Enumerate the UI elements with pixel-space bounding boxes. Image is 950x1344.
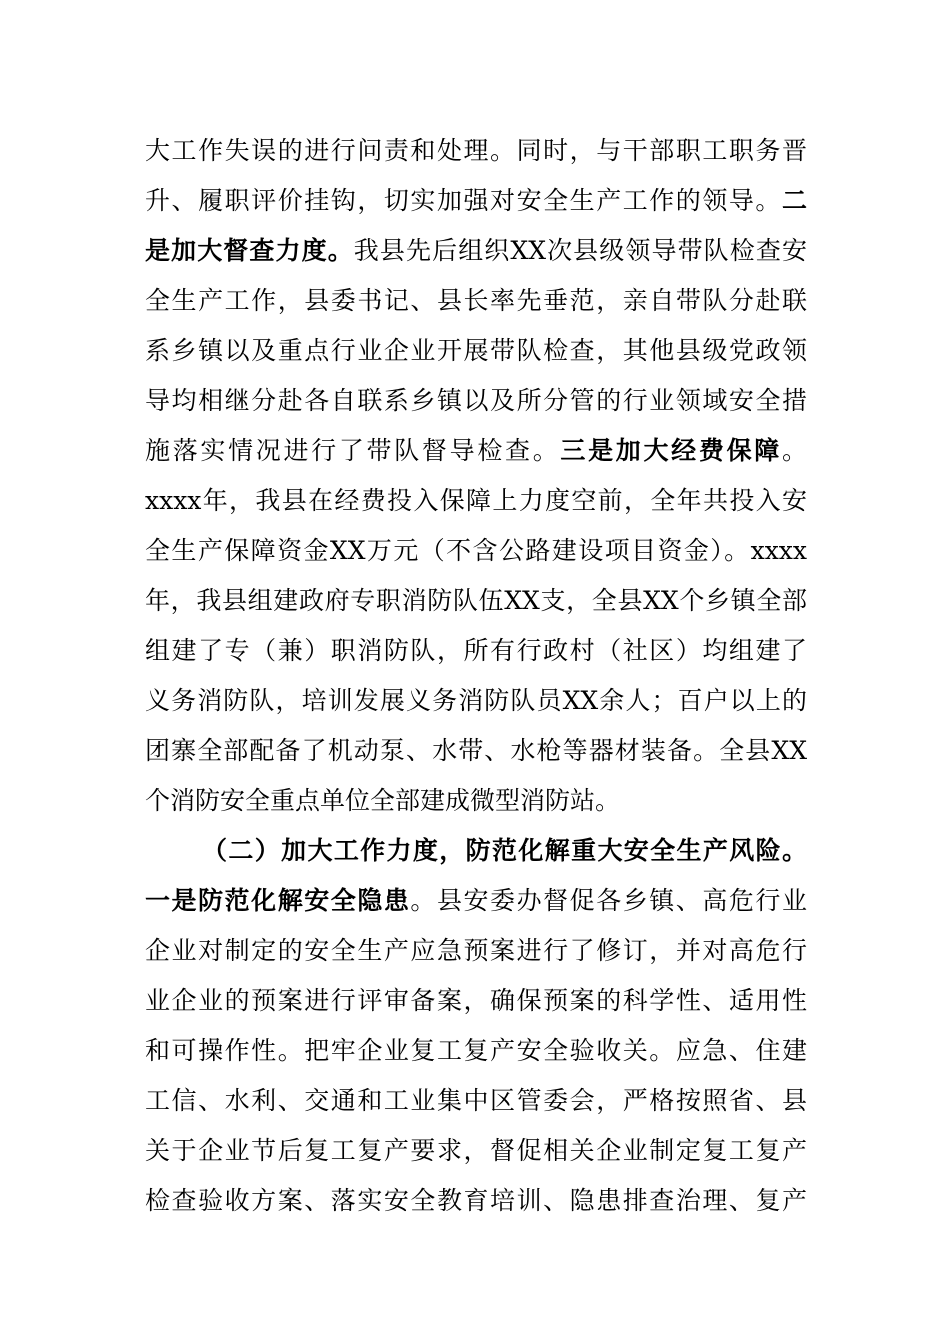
paragraph-line bbox=[145, 1081, 807, 1121]
text-segment: xxxx年，我县在经费投入保障上力度空前，全年共投入安 bbox=[145, 486, 807, 515]
paragraph-line bbox=[145, 381, 807, 421]
paragraph-line bbox=[145, 731, 807, 771]
text-segment: 系乡镇以及重点行业企业开展带队检查，其他县级党政领 bbox=[145, 336, 807, 365]
paragraph-line bbox=[145, 1031, 807, 1071]
text-segment: 大工作失误的进行问责和处理。同时，与干部职工职务晋 bbox=[145, 136, 807, 165]
text-segment: 全生产工作，县委书记、县长率先垂范，亲自带队分赴联 bbox=[145, 286, 807, 315]
bold-text-segment: 一是防范化解安全隐患 bbox=[145, 886, 411, 915]
paragraph-line bbox=[145, 781, 807, 821]
text-segment: 导均相继分赴各自联系乡镇以及所分管的行业领域安全措 bbox=[145, 386, 807, 415]
text-segment: 检查验收方案、落实安全教育培训、隐患排查治理、复产 bbox=[145, 1186, 807, 1215]
paragraph-line bbox=[145, 931, 807, 971]
text-segment: 业企业的预案进行评审备案，确保预案的科学性、适用性 bbox=[145, 986, 807, 1015]
text-segment: 组建了专（兼）职消防队，所有行政村（社区）均组建了 bbox=[145, 636, 807, 665]
bold-text-segment: 是加大督查力度。 bbox=[145, 236, 354, 265]
text-segment: 。 bbox=[781, 436, 807, 465]
bold-text-segment: （二）加大工作力度，防范化解重大安全生产风险。 bbox=[202, 836, 807, 865]
paragraph-line bbox=[145, 1131, 807, 1171]
paragraph-line bbox=[145, 231, 807, 271]
paragraph-line bbox=[145, 481, 807, 521]
paragraph-line bbox=[145, 881, 807, 921]
paragraph-line bbox=[145, 981, 807, 1021]
paragraph-line bbox=[145, 581, 807, 621]
text-segment: 义务消防队，培训发展义务消防队员XX余人；百户以上的 bbox=[145, 686, 807, 715]
paragraph-line bbox=[145, 181, 807, 221]
section-heading bbox=[202, 831, 807, 871]
paragraph-line bbox=[145, 531, 807, 571]
text-segment: 工信、水利、交通和工业集中区管委会，严格按照省、县 bbox=[145, 1086, 807, 1115]
text-segment: 团寨全部配备了机动泵、水带、水枪等器材装备。全县XX bbox=[145, 736, 807, 765]
text-segment: 个消防安全重点单位全部建成微型消防站。 bbox=[145, 786, 621, 815]
paragraph-line bbox=[145, 1181, 807, 1221]
paragraph-line bbox=[145, 331, 807, 371]
bold-text-segment: 二 bbox=[781, 186, 807, 215]
paragraph-line bbox=[145, 431, 807, 471]
paragraph-line bbox=[145, 281, 807, 321]
text-segment: 全生产保障资金XX万元（不含公路建设项目资金）。xxxx bbox=[145, 536, 807, 565]
text-segment: 关于企业节后复工复产要求，督促相关企业制定复工复产 bbox=[145, 1136, 807, 1165]
text-segment: 和可操作性。把牢企业复工复产安全验收关。应急、住建 bbox=[145, 1036, 807, 1065]
paragraph-line bbox=[145, 681, 807, 721]
text-segment: 施落实情况进行了带队督导检查。 bbox=[145, 436, 561, 465]
paragraph-line bbox=[145, 631, 807, 671]
text-segment: 我县先后组织XX次县级领导带队检查安 bbox=[353, 236, 807, 265]
text-segment: 年，我县组建政府专职消防队伍XX支，全县XX个乡镇全部 bbox=[145, 586, 807, 615]
text-segment: 升、履职评价挂钩，切实加强对安全生产工作的领导。 bbox=[145, 186, 782, 215]
bold-text-segment: 三是加大经费保障 bbox=[560, 436, 782, 465]
text-segment: 企业对制定的安全生产应急预案进行了修订，并对高危行 bbox=[145, 936, 807, 965]
paragraph-line bbox=[145, 131, 807, 171]
text-segment: 。县安委办督促各乡镇、高危行业 bbox=[410, 886, 807, 915]
